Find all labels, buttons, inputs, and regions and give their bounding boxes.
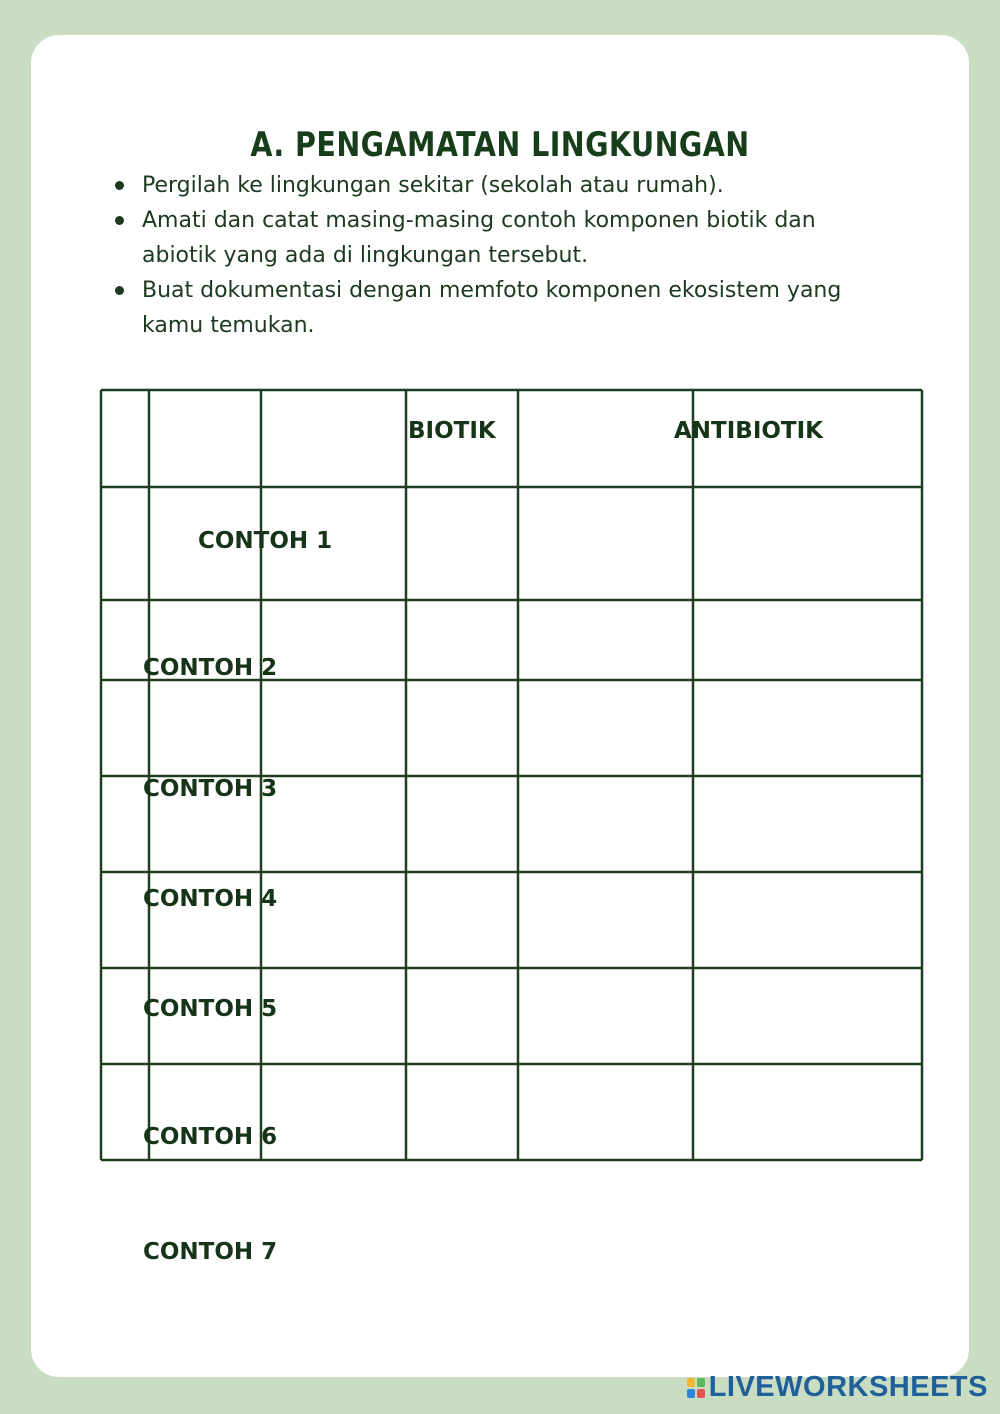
row-label-contoh-1: CONTOH 1 [198,528,333,554]
row-label-contoh-2: CONTOH 2 [143,655,278,681]
instruction-item: Buat dokumentasi dengan memfoto komponen ekosistem yang kamu temukan. [108,273,888,343]
row-label-contoh-3: CONTOH 3 [143,776,278,802]
liveworksheets-wordmark: LIVEWORKSHEETS [708,1371,988,1403]
instruction-item: Pergilah ke lingkungan sekitar (sekolah atau rumah). [108,168,888,203]
section-title: A. PENGAMATAN LINGKUNGAN [250,124,750,165]
row-label-contoh-7: CONTOH 7 [143,1239,278,1265]
header-antibiotik: ANTIBIOTIK [674,418,824,444]
row-label-contoh-4: CONTOH 4 [143,886,278,912]
row-label-contoh-6: CONTOH 6 [143,1124,278,1150]
row-label-contoh-5: CONTOH 5 [143,996,278,1022]
liveworksheets-logo[interactable] [687,1371,988,1404]
instruction-item: Amati dan catat masing-masing contoh komponen biotik dan abiotik yang ada di lingkungan tersebut. [108,203,888,273]
header-biotik: BIOTIK [408,418,496,444]
liveworksheets-mark-icon [687,1378,705,1398]
